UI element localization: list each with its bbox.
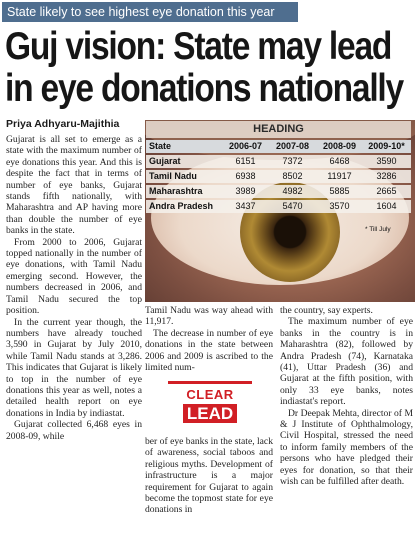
table-header-cell: 2009-10* <box>368 140 405 151</box>
table-cell: 6468 <box>329 155 350 166</box>
article-column-1 <box>6 134 142 532</box>
paragraph: The maximum number of eye banks in the country is in Maharashtra (82), followed by Andra Pradesh (74), Karnataka (41), Uttar Pradesh (36) and Gujarat at the fifth position, with only 33 eye banks, notes indiastat's report. <box>280 316 413 408</box>
table-cell: 3989 <box>235 185 256 196</box>
article-column-2-top <box>145 305 273 373</box>
table-header-cell: 2006-07 <box>228 140 263 151</box>
table-cell-state: Tamil Nadu <box>149 170 197 181</box>
table-cell: 11917 <box>327 170 352 181</box>
headline <box>5 25 404 110</box>
subhead-word-clear: CLEAR <box>168 381 252 402</box>
headline-line-2: in eye donations nationally <box>5 67 404 110</box>
table-cell-state: Gujarat <box>149 155 181 166</box>
subhead-word-lead: LEAD <box>183 404 237 423</box>
paragraph: Gujarat collected 6,468 eyes in 2008-09, while <box>6 419 142 442</box>
paragraph: Tamil Nadu was way ahead with 11,917. <box>145 305 273 328</box>
table-cell: 8502 <box>282 170 303 181</box>
table-row <box>146 170 411 184</box>
table-cell: 3437 <box>235 200 256 211</box>
paragraph: In the current year though, the numbers have already touched 3,590 in Gujarat by July 2010, while Tamil Nadu stands at 3,286. This indicates that Gujarat is likely to top in the number of eye donations this year as well, notes a detailed health report on eye donations in India by indiastat. <box>6 316 142 419</box>
paragraph: The decrease in number of eye donations in the state between 2006 and 2009 is ascribed to the limited num- <box>145 327 273 374</box>
kicker-banner: State likely to see highest eye donation this year <box>2 2 298 22</box>
table-cell: 2665 <box>376 185 397 196</box>
byline: Priya Adhyaru-Majithia <box>6 118 120 130</box>
article-column-3 <box>280 305 413 488</box>
table-row <box>146 185 411 199</box>
clear-lead-subhead <box>168 381 252 427</box>
paragraph: ber of eye banks in the state, lack of awareness, social taboos and religious myths. Development of infrastructure is a major requirement for Gujarat to again become the topmost state for eye donations in <box>145 436 273 516</box>
table-cell: 7372 <box>282 155 303 166</box>
paragraph: From 2000 to 2006, Gujarat topped nationally in the number of eye donations, with Tamil Nadu emerging second. However, the numbers decreased in 2006, and Tamil Nadu secured the top position. <box>6 236 142 317</box>
table-title: HEADING <box>146 121 411 138</box>
table-cell: 1604 <box>376 200 397 211</box>
table-header-cell: 2008-09 <box>322 140 357 151</box>
table-cell: 5470 <box>282 200 303 211</box>
table-cell-state: Andra Pradesh <box>149 200 214 211</box>
table-header-cell: State <box>149 140 172 151</box>
table-cell-state: Maharashtra <box>149 185 203 196</box>
paragraph: the country, say experts. <box>280 305 373 316</box>
table-cell: 6151 <box>235 155 256 166</box>
table-header-cell: 2007-08 <box>275 140 310 151</box>
table-row <box>146 155 411 169</box>
table-cell: 4982 <box>282 185 303 196</box>
paragraph: Dr Deepak Mehta, director of M & J Institute of Ophthalmology, Civil Hospital, stressed the need to inform family members of the persons who have pledged their eyes for donation, so that their wish can be fulfilled after death. <box>280 407 413 488</box>
table-cell: 3590 <box>376 155 397 166</box>
table-header-row <box>146 140 411 154</box>
table-cell: 5885 <box>329 185 350 196</box>
article-column-2-bottom <box>145 436 273 516</box>
table-cell: 3286 <box>376 170 397 181</box>
table-cell: 3570 <box>329 200 350 211</box>
table-row <box>146 200 411 214</box>
paragraph: Gujarat is all set to emerge as a state with the maximum number of eye donations this year. And this is despite the fact that in terms of number of eye banks, Gujarat stands fifth nationally, with Maharashtra and AP having more than double the number of eye banks in the state. <box>6 134 142 237</box>
table-cell: 6938 <box>235 170 256 181</box>
table-footnote: * Till July <box>365 226 391 233</box>
headline-line-1: Guj vision: State may lead <box>5 25 392 68</box>
eye-donation-table <box>146 121 411 213</box>
